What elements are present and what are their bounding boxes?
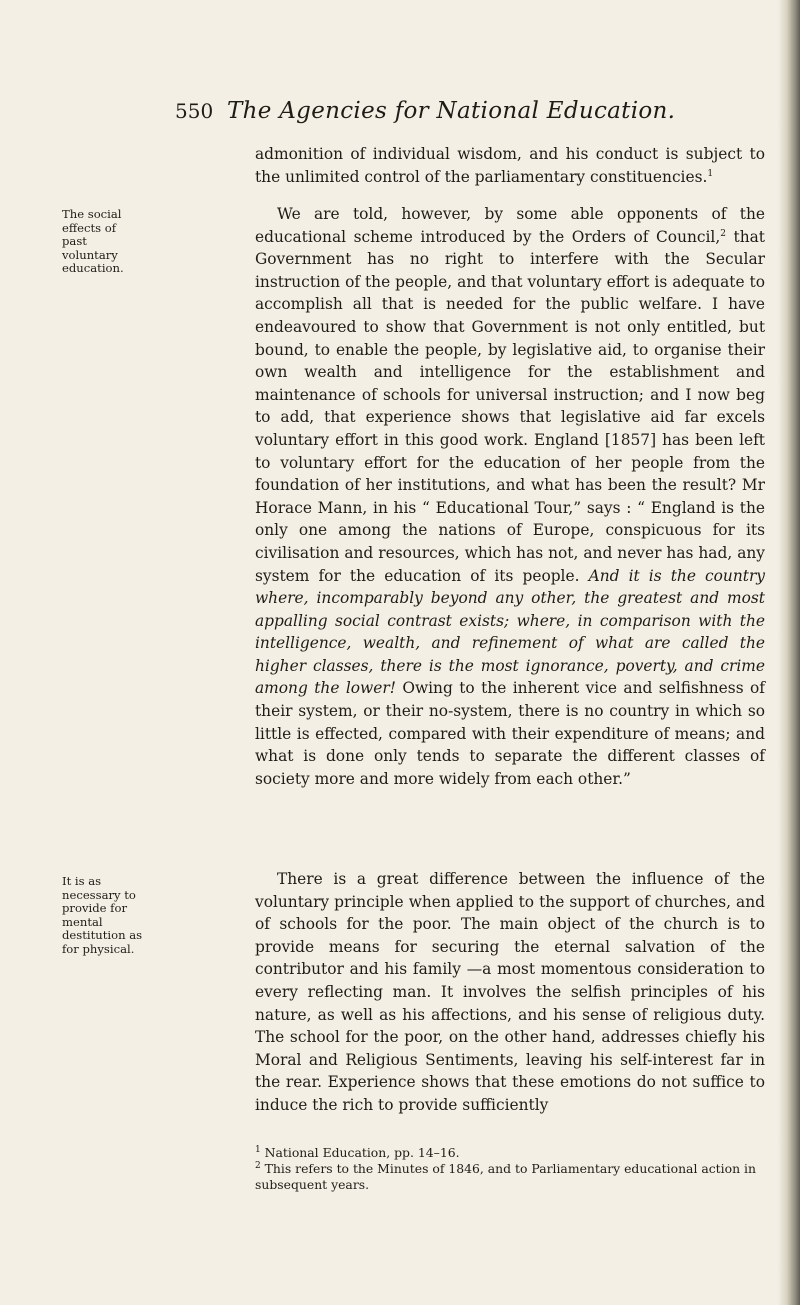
paragraph-1-italic-quote: And it is the country where, incomparably beyond any other, the greatest and most appalling social contrast exists; where, in comparison with the intelligence, wealth, and refinement of what are called the higher classes, there is the most ignorance, poverty, and crime among the lower!: [255, 566, 765, 698]
footnote-2-text: This refers to the Minutes of 1846, and to Parliamentary educational action in subsequent years.: [255, 1161, 756, 1192]
paragraph-1-body: that Government has no right to interfere with the Secular instruction of the people, and that voluntary effort is adequate to accomplish all that is needed for the public welfare. I have endeavoured to show that Government is not only entitled, but bound, to enable the people, by legislative aid, to organise their own wealth and intelligence for the establishment and maintenance of schools for universal instruction; and I now beg to add, that experience shows that legislative aid far excels voluntary effort in this good work. England [1857] has been left to voluntary effort for the education of her people from the foundation of her institutions, and what has been the result? Mr Horace Mann, in his “ Educational Tour,” says : “ England is the only one among the nations of Europe, conspicuous for its civilisation and resources, which has not, and never has had, any system for the education of its people.: [255, 227, 765, 585]
footnote-2: [255, 1161, 765, 1193]
footnote-ref-2: 2: [720, 228, 726, 239]
footnote-1-marker: 1: [255, 1144, 261, 1155]
continuation-text: admonition of individual wisdom, and his conduct is subject to the unlimited control of the parliamentary constituencies.: [255, 145, 765, 186]
margin-note-mental-destitution: It is as necessary to provide for mental destitution as for physical.: [62, 874, 143, 956]
paragraph-1-lead: We are told, however, by some able opponents of the educational scheme introduced by the Orders of Council,: [255, 205, 765, 246]
footnote-ref-1: 1: [707, 168, 714, 179]
continuation-paragraph: [255, 143, 765, 188]
paragraph-voluntary-effort: [255, 203, 765, 790]
footnote-1: [255, 1145, 765, 1161]
paragraph-voluntary-principle: [255, 868, 765, 1117]
page-header: [175, 98, 735, 132]
paragraph-1-ending: Owing to the inherent vice and selfishness of their system, or their no-system, there is no country in which so little is effected, compared with their expenditure of means; and what is done only tends to separate the different classes of society more and more widely from each other.”: [255, 679, 765, 788]
page-edge-shadow: [778, 0, 800, 1305]
margin-note-social-effects: The social effects of past voluntary education.: [62, 207, 124, 276]
running-title: The Agencies for National Education.: [227, 98, 676, 124]
footnotes: [255, 1145, 765, 1193]
page-number: 550: [175, 99, 214, 123]
paragraph-2-text: There is a great difference between the influence of the voluntary principle when applied to the support of churches, and of schools for the poor. The main object of the church is to provide means for securing the eternal salvation of the contributor and his family —a most momentous consideration to every reflecting man. It involves the selfish principles of his nature, as well as his affections, and his sense of religious duty. The school for the poor, on the other hand, addresses chiefly his Moral and Religious Sentiments, leaving his self-interest far in the rear. Experience shows that these emotions do not suffice to induce the rich to provide sufficiently: [255, 870, 765, 1114]
footnote-1-text: National Education, pp. 14–16.: [260, 1145, 460, 1160]
footnote-2-marker: 2: [255, 1160, 261, 1171]
